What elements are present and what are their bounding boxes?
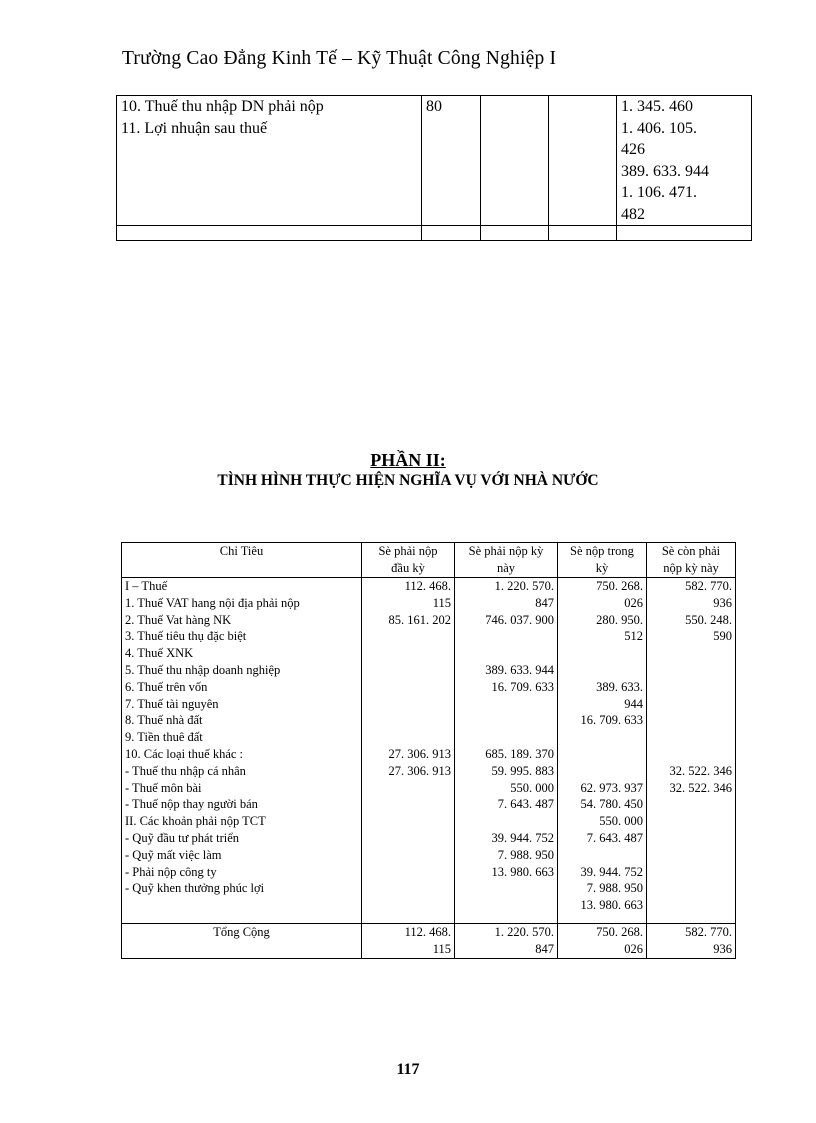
danop-cell: 750. 268. 026 280. 950. 512 389. 633. 944 16. 709. 633 62. 973. 937 54. 780. 450 550. 000 7. 643. 487 39. 944. 752 7. 988. 950 13. 980. 663 xyxy=(558,578,647,924)
total-label: Tổng Cộng xyxy=(122,924,362,959)
table-header-row xyxy=(122,543,736,578)
empty-cell xyxy=(549,226,617,241)
empty-cell xyxy=(481,226,549,241)
header-chitieu: Chỉ Tiêu xyxy=(122,543,362,578)
conphai-cell: 582. 770. 936 550. 248. 590 32. 522. 346 32. 522. 346 xyxy=(647,578,736,924)
page-header: Trường Cao Đẳng Kinh Tế – Kỹ Thuật Công Nghiệp I xyxy=(122,48,557,69)
empty-cell xyxy=(117,226,422,241)
value-cell: 1. 345. 460 1. 406. 105. 426 389. 633. 944 1. 106. 471. 482 xyxy=(617,96,752,226)
total-conphai: 582. 770. 936 xyxy=(647,924,736,959)
total-phainop: 1. 220. 570. 847 xyxy=(455,924,558,959)
table-total-row xyxy=(122,924,736,959)
empty-cell xyxy=(617,226,752,241)
total-danop: 750. 268. 026 xyxy=(558,924,647,959)
header-phainop: Sè phải nộp kỳ này xyxy=(455,543,558,578)
table-row xyxy=(117,96,752,226)
code-cell: 80 xyxy=(422,96,481,226)
empty-cell xyxy=(549,96,617,226)
empty-cell xyxy=(422,226,481,241)
table-row xyxy=(117,226,752,241)
items-cell: I – Thuế 1. Thuế VAT hang nội địa phải nộp 2. Thuế Vat hàng NK 3. Thuế tiêu thụ đặc biệt 4. Thuế XNK 5. Thuế thu nhập doanh nghiệp 6. Thuế trên vốn 7. Thuế tài nguyên 8. Thuế nhà đất 9. Tiền thuê đất 10. Các loại thuế khác : - Thuế thu nhập cá nhân - Thuế môn bài - Thuế nộp thay người bán II. Các khoản phải nộp TCT - Quỹ đầu tư phát triển - Quỹ mất việc làm - Phải nộp công ty - Quỹ khen thưởng phúc lợi xyxy=(122,578,362,924)
page-number: 117 xyxy=(396,1061,420,1078)
part2-title: PHẦN II: xyxy=(370,450,446,470)
part2-subtitle: TÌNH HÌNH THỰC HIỆN NGHĨA VỤ VỚI NHÀ NƯỚC xyxy=(217,472,599,489)
table-obligations xyxy=(121,542,736,959)
dauky-cell: 112. 468. 115 85. 161. 202 27. 306. 913 27. 306. 913 xyxy=(362,578,455,924)
empty-cell xyxy=(481,96,549,226)
total-dauky: 112. 468. 115 xyxy=(362,924,455,959)
table-row xyxy=(122,578,736,924)
header-danop: Sè nộp trong kỳ xyxy=(558,543,647,578)
header-conphai: Sè còn phải nộp kỳ này xyxy=(647,543,736,578)
item-names-cell: 10. Thuế thu nhập DN phải nộp 11. Lợi nhuận sau thuế xyxy=(117,96,422,226)
phainop-cell: 1. 220. 570. 847 746. 037. 900 389. 633. 944 16. 709. 633 685. 189. 370 59. 995. 883 550. 000 7. 643. 487 39. 944. 752 7. 988. 950 13. 980. 663 xyxy=(455,578,558,924)
header-dauky: Sè phải nộp đầu kỳ xyxy=(362,543,455,578)
table-part1-continued xyxy=(116,95,752,241)
